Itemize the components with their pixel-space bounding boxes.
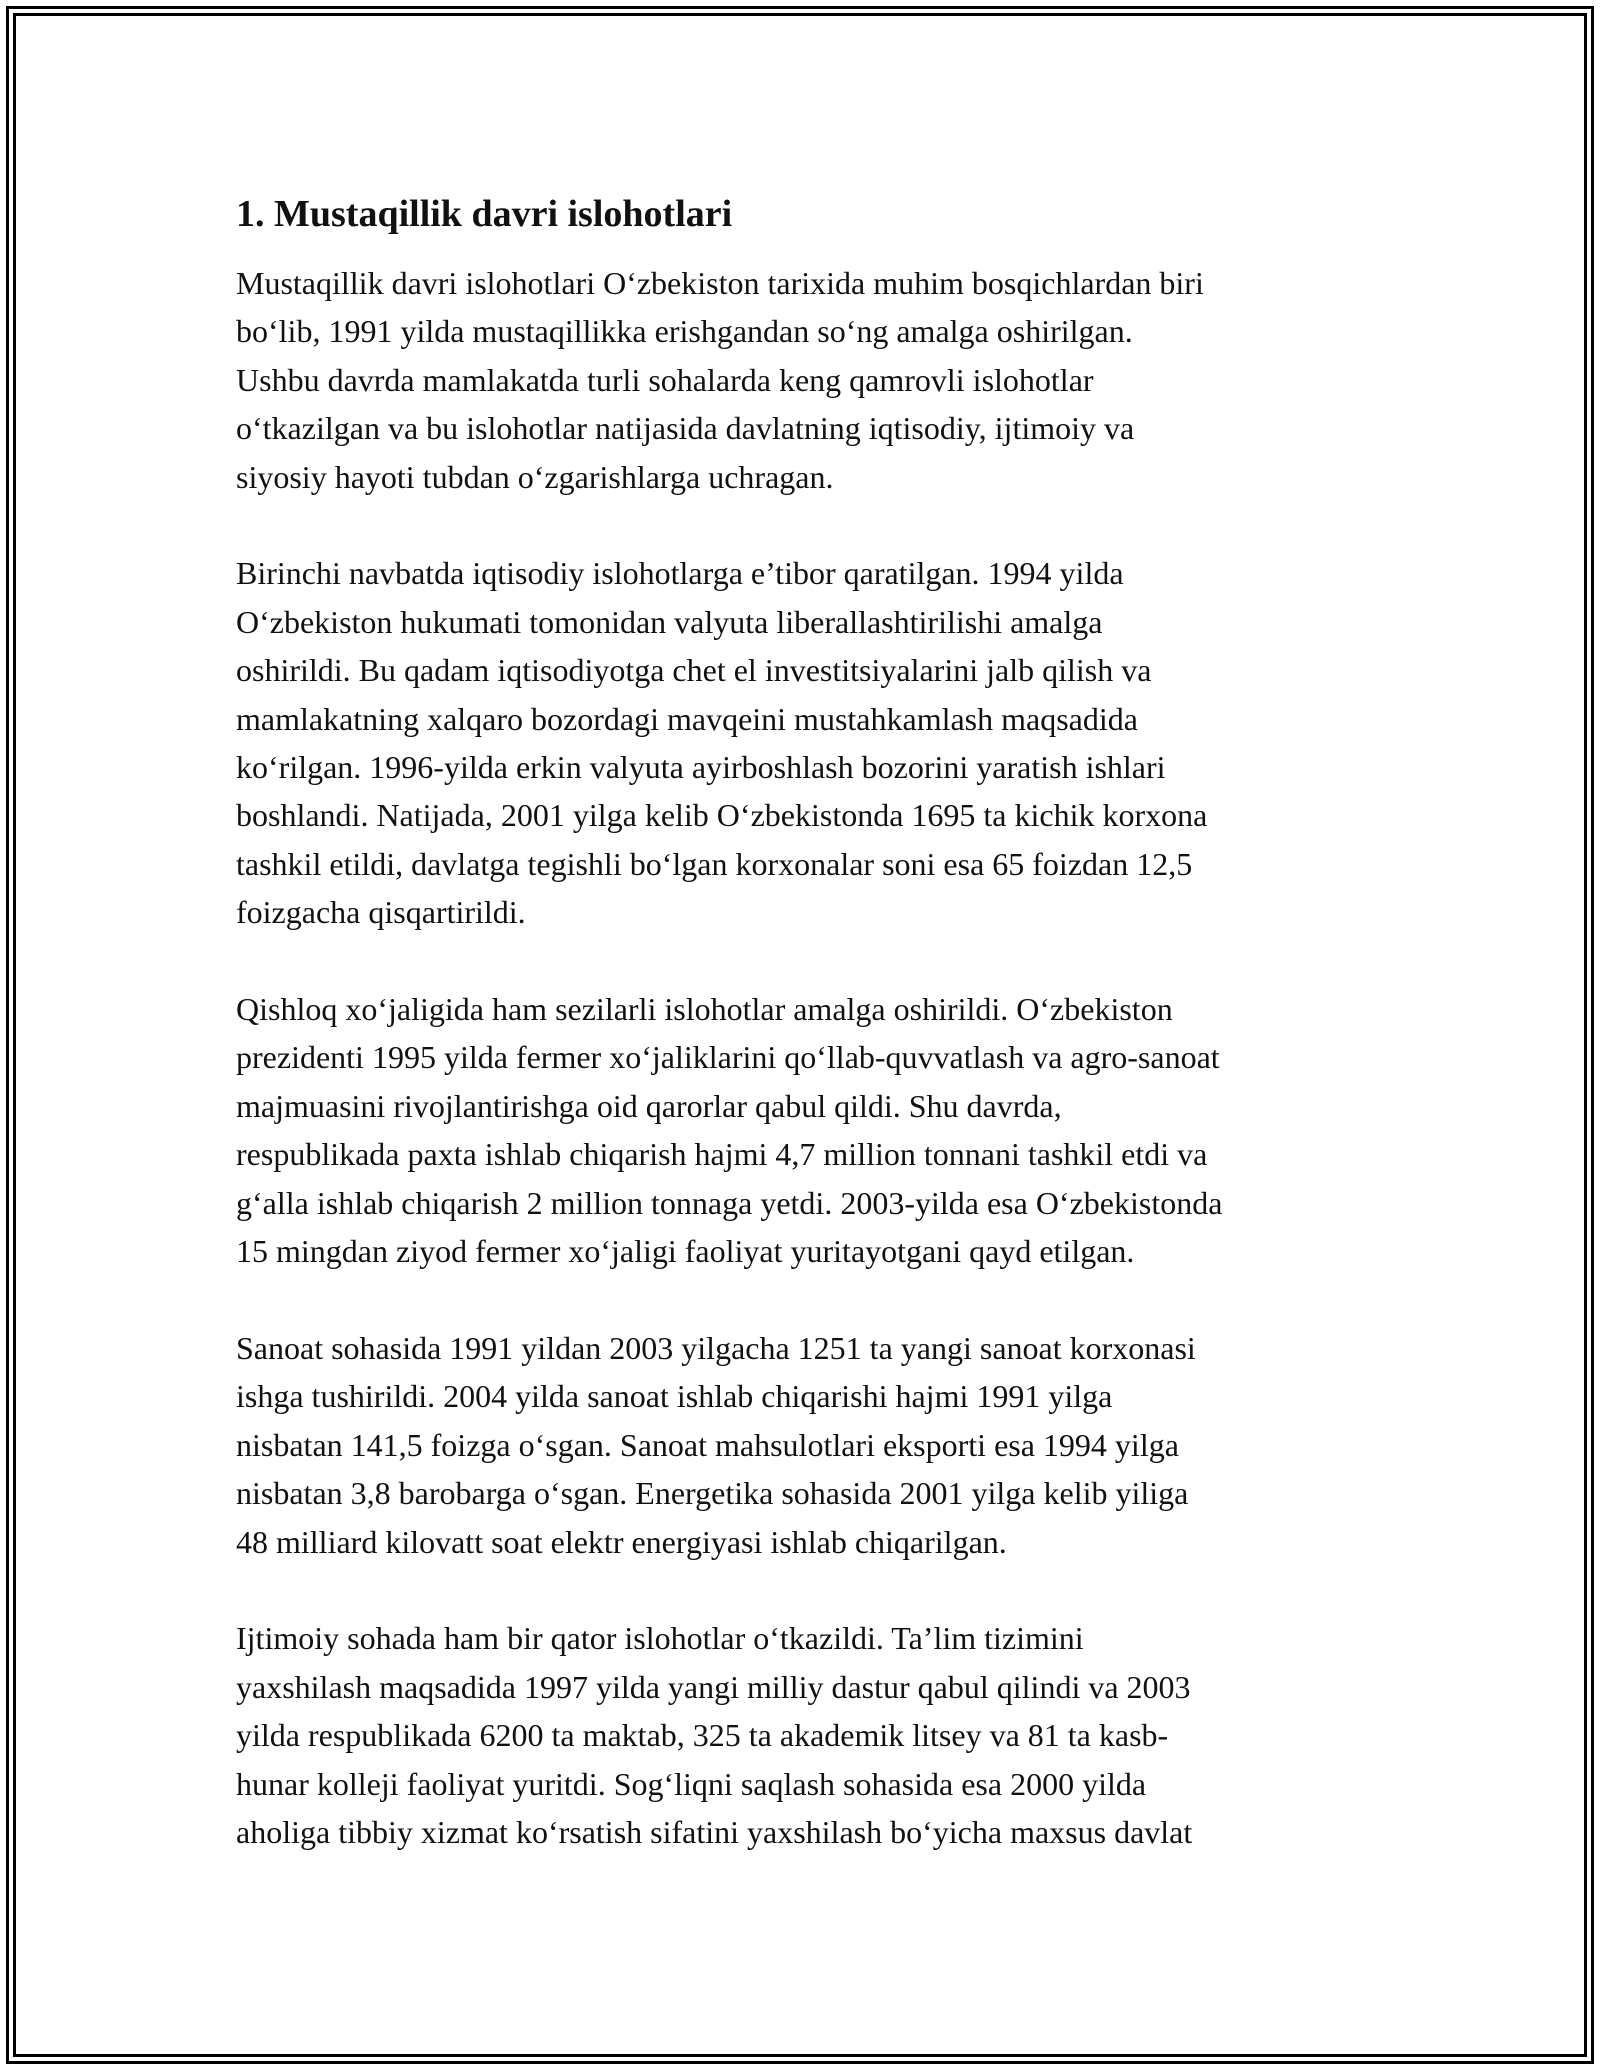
paragraph-economy [236,549,1376,936]
text-line: majmuasini rivojlantirishga oid qarorlar qabul qildi. Shu davrda, [236,1087,1062,1124]
paragraph-intro [236,259,1376,501]
text-line: Sanoat sohasida 1991 yildan 2003 yilgacha 1251 ta yangi sanoat korxonasi [236,1329,1196,1366]
text-line: o‘tkazilgan va bu islohotlar natijasida davlatning iqtisodiy, ijtimoiy va [236,410,1135,447]
text-line: Qishloq xo‘jaligida ham sezilarli islohotlar amalga oshirildi. O‘zbekiston [236,991,1173,1028]
text-line: nisbatan 3,8 barobarga o‘sgan. Energetika sohasida 2001 yilga kelib yiliga [236,1475,1189,1512]
document-body [236,185,1376,1856]
text-line: foizgacha qisqartirildi. [236,894,526,931]
text-line: hunar kolleji faoliyat yuritdi. Sog‘liqni saqlash sohasida esa 2000 yilda [236,1765,1147,1802]
text-line: 15 mingdan ziyod fermer xo‘jaligi faoliyat yuritayotgani qayd etilgan. [236,1233,1135,1270]
text-line: ishga tushirildi. 2004 yilda sanoat ishlab chiqarishi hajmi 1991 yilga [236,1378,1113,1415]
text-line: yaxshilash maqsadida 1997 yilda yangi milliy dastur qabul qilindi va 2003 [236,1668,1191,1705]
text-line: nisbatan 141,5 foizga o‘sgan. Sanoat mahsulotlari eksporti esa 1994 yilga [236,1426,1179,1463]
text-line: aholiga tibbiy xizmat ko‘rsatish sifatini yaxshilash bo‘yicha maxsus davlat [236,1813,1193,1850]
text-line: prezidenti 1995 yilda fermer xo‘jaliklarini qo‘llab-quvvatlash va agro-sanoat [236,1039,1220,1076]
text-line: oshirildi. Bu qadam iqtisodiyotga chet el investitsiyalarini jalb qilish va [236,652,1152,689]
text-line: g‘alla ishlab chiqarish 2 million tonnaga yetdi. 2003-yilda esa O‘zbekistonda [236,1184,1223,1221]
text-line: Mustaqillik davri islohotlari O‘zbekiston tarixida muhim bosqichlardan biri [236,265,1204,301]
text-line: Ijtimoiy sohada ham bir qator islohotlar o‘tkazildi. Ta’lim tizimini [236,1620,1084,1657]
text-line: O‘zbekiston hukumati tomonidan valyuta liberallashtirilishi amalga [236,603,1103,640]
text-line: yilda respublikada 6200 ta maktab, 325 ta akademik litsey va 81 ta kasb- [236,1717,1169,1754]
text-line: respublikada paxta ishlab chiqarish hajmi 4,7 million tonnani tashkil etdi va [236,1136,1208,1173]
text-line: 48 milliard kilovatt soat elektr energiyasi ishlab chiqarilgan. [236,1523,1007,1560]
text-line: Birinchi navbatda iqtisodiy islohotlarga e’tibor qaratilgan. 1994 yilda [236,555,1124,592]
paragraph-social [236,1614,1376,1856]
section-title: 1. Mustaqillik davri islohotlari [236,193,733,235]
text-line: tashkil etildi, davlatga tegishli bo‘lgan korxonalar soni esa 65 foizdan 12,5 [236,845,1193,882]
text-line: Ushbu davrda mamlakatda turli sohalarda keng qamrovli islohotlar [236,361,1094,398]
text-line: boshlandi. Natijada, 2001 yilga kelib O‘zbekistonda 1695 ta kichik korxona [236,797,1208,834]
text-line: siyosiy hayoti tubdan o‘zgarishlarga uchragan. [236,458,834,495]
text-line: bo‘lib, 1991 yilda mustaqillikka erishgandan so‘ng amalga oshirilgan. [236,313,1133,350]
text-line: ko‘rilgan. 1996-yilda erkin valyuta ayirboshlash bozorini yaratish ishlari [236,749,1166,786]
paragraph-industry [236,1324,1376,1566]
text-line: mamlakatning xalqaro bozordagi mavqeini mustahkamlash maqsadida [236,700,1138,737]
paragraph-agriculture [236,985,1376,1275]
